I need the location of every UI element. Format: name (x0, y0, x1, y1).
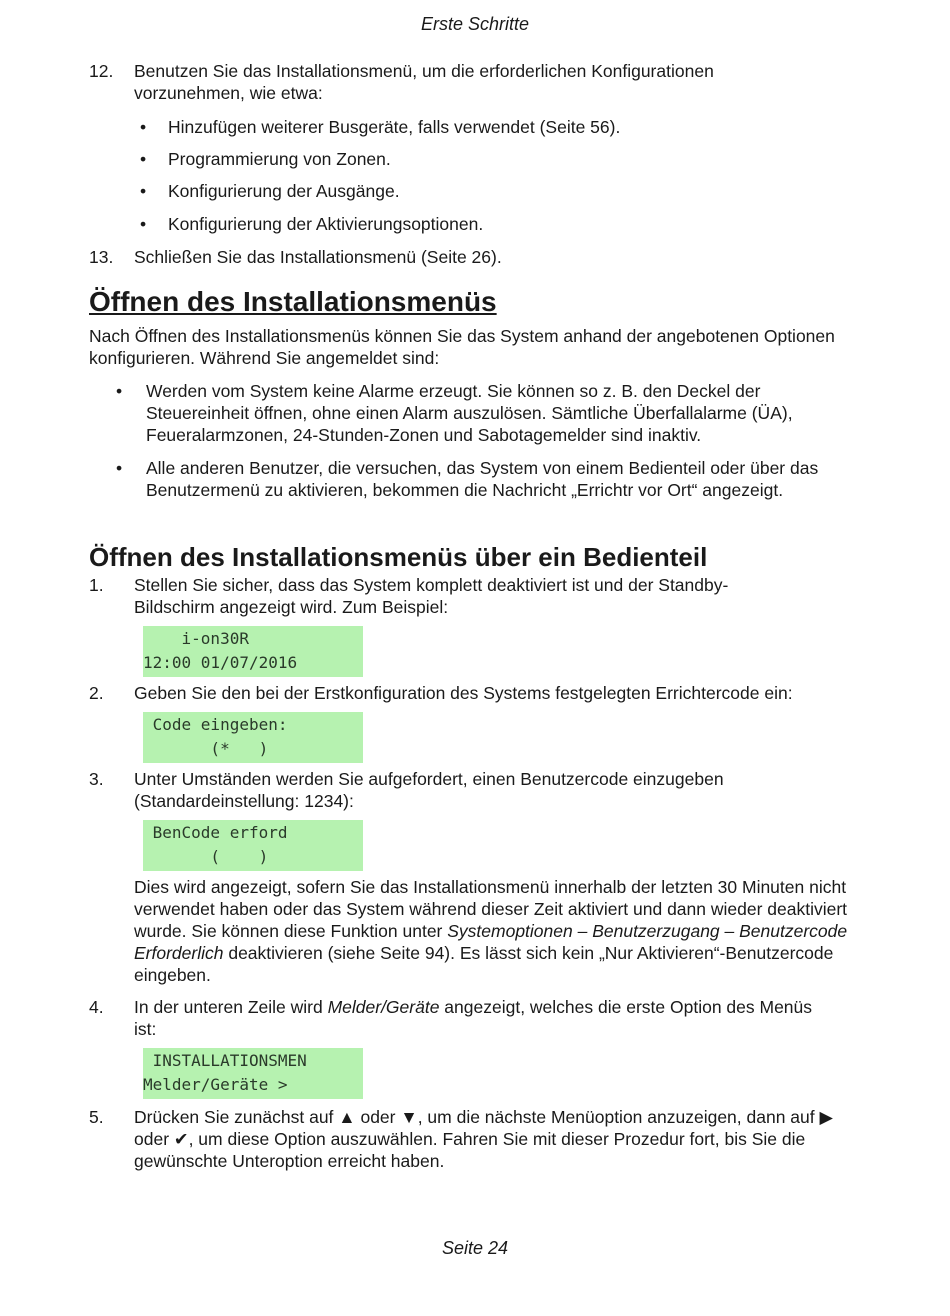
step-text: Stellen Sie sicher, dass das System komplett deaktiviert ist und der Standby-Bildschirm angezeigt wird. Zum Beispiel: (134, 575, 729, 617)
section-heading: Öffnen des Installationsmenüs über ein Bedienteil (89, 542, 708, 572)
step-text-part: oder (355, 1107, 401, 1127)
step-text (134, 1106, 859, 1172)
lcd-display (143, 712, 363, 763)
section-intro: Nach Öffnen des Installationsmenüs können Sie das System anhand der angebotenen Optionen konfigurieren. Während Sie angemeldet sind: (89, 326, 835, 368)
step-text-part: oder (134, 1129, 174, 1149)
step-text: Benutzen Sie das Installationsmenü, um die erforderlichen Konfigurationen vorzunehmen, wie etwa: (134, 61, 714, 103)
lcd-line-1: i-on30R (143, 629, 249, 648)
step-text: Geben Sie den bei der Erstkonfiguration des Systems festgelegten Errichtercode ein: (134, 683, 793, 703)
up-arrow-icon: ▲ (338, 1107, 356, 1127)
bullet-marker: • (140, 149, 147, 169)
step-text: Unter Umständen werden Sie aufgefordert, einen Benutzercode einzugeben (Standardeinstellung: 1234): (134, 769, 724, 811)
bullet-marker: • (140, 214, 147, 234)
lcd-line-2: 12:00 01/07/2016 (143, 653, 298, 672)
bullet-item: Hinzufügen weiterer Busgeräte, falls verwendet (Seite 56). (168, 117, 621, 137)
step-text-part: , um diese Option auszuwählen. Fahren Sie mit dieser Prozedur fort, bis Sie die gewünschte Unteroption erreicht haben. (134, 1129, 806, 1171)
checkmark-icon: ✔ (173, 1129, 189, 1149)
step-number: 13. (89, 247, 114, 267)
step-text (134, 996, 834, 1040)
lcd-line-2: Melder/Geräte > (143, 1075, 288, 1094)
lcd-line-1: BenCode erford (143, 823, 288, 842)
bullet-marker: • (116, 458, 123, 478)
step-number: 3. (89, 769, 104, 789)
page-footer: Seite 24 (441, 1238, 509, 1258)
down-arrow-icon: ▼ (400, 1107, 418, 1127)
lcd-line-1: Code eingeben: (143, 715, 288, 734)
lcd-display (143, 820, 363, 871)
step-number: 4. (89, 997, 104, 1017)
bullet-item: Programmierung von Zonen. (168, 149, 391, 169)
bullet-item: Konfigurierung der Aktivierungsoptionen. (168, 214, 484, 234)
step-number: 12. (89, 61, 114, 81)
bullet-marker: • (116, 381, 123, 401)
lcd-display (143, 626, 363, 677)
note-text: deaktivieren (siehe Seite 94). Es lässt sich kein „Nur Aktivieren“-Benutzercode eingeben. (134, 943, 834, 985)
right-arrow-icon: ▶ (819, 1107, 833, 1127)
bullet-item: Alle anderen Benutzer, die versuchen, das System von einem Bedienteil oder über das Benutzermenü zu aktivieren, bekommen die Nachricht „Errichtr vor Ort“ angezeigt. (146, 458, 819, 500)
note-menu-path: Systemoptionen – Benutzerzugang – Benutzercode Erforderlich (134, 921, 848, 963)
lcd-line-1: INSTALLATIONSMEN (143, 1051, 307, 1070)
step-number: 1. (89, 575, 104, 595)
step-text-part: angezeigt, welches die erste Option des Menüs ist: (134, 997, 813, 1039)
lcd-display (143, 1048, 363, 1099)
menu-option-name: Melder/Geräte (327, 997, 440, 1017)
step-note (134, 876, 866, 986)
page-header: Erste Schritte (420, 14, 530, 34)
bullet-item: Konfigurierung der Ausgänge. (168, 181, 400, 201)
lcd-line-2: ( ) (143, 847, 269, 866)
step-text-part: , um die nächste Menüoption anzuzeigen, dann auf (417, 1107, 820, 1127)
lcd-line-2: (* ) (143, 739, 269, 758)
note-text: Dies wird angezeigt, sofern Sie das Installationsmenü innerhalb der letzten 30 Minuten nicht verwendet haben oder das System während dieser Zeit aktiviert und dann wieder deaktiviert wurde. Sie können diese Funktion unter (134, 877, 848, 941)
step-text-part: In der unteren Zeile wird (134, 997, 328, 1017)
bullet-item: Werden vom System keine Alarme erzeugt. Sie können so z. B. den Deckel der Steuereinheit öffnen, ohne einen Alarm auszulösen. Sämtliche Überfallalarme (ÜA), Feueralarmzonen, 24-Stunden-Zonen und Sabotagemelder sind inaktiv. (146, 381, 793, 445)
step-number: 2. (89, 683, 104, 703)
bullet-marker: • (140, 181, 147, 201)
section-heading: Öffnen des Installationsmenüs (89, 286, 497, 317)
step-text: Schließen Sie das Installationsmenü (Seite 26). (134, 247, 502, 267)
bullet-marker: • (140, 117, 147, 137)
step-number: 5. (89, 1107, 104, 1127)
step-text-part: Drücken Sie zunächst auf (134, 1107, 339, 1127)
